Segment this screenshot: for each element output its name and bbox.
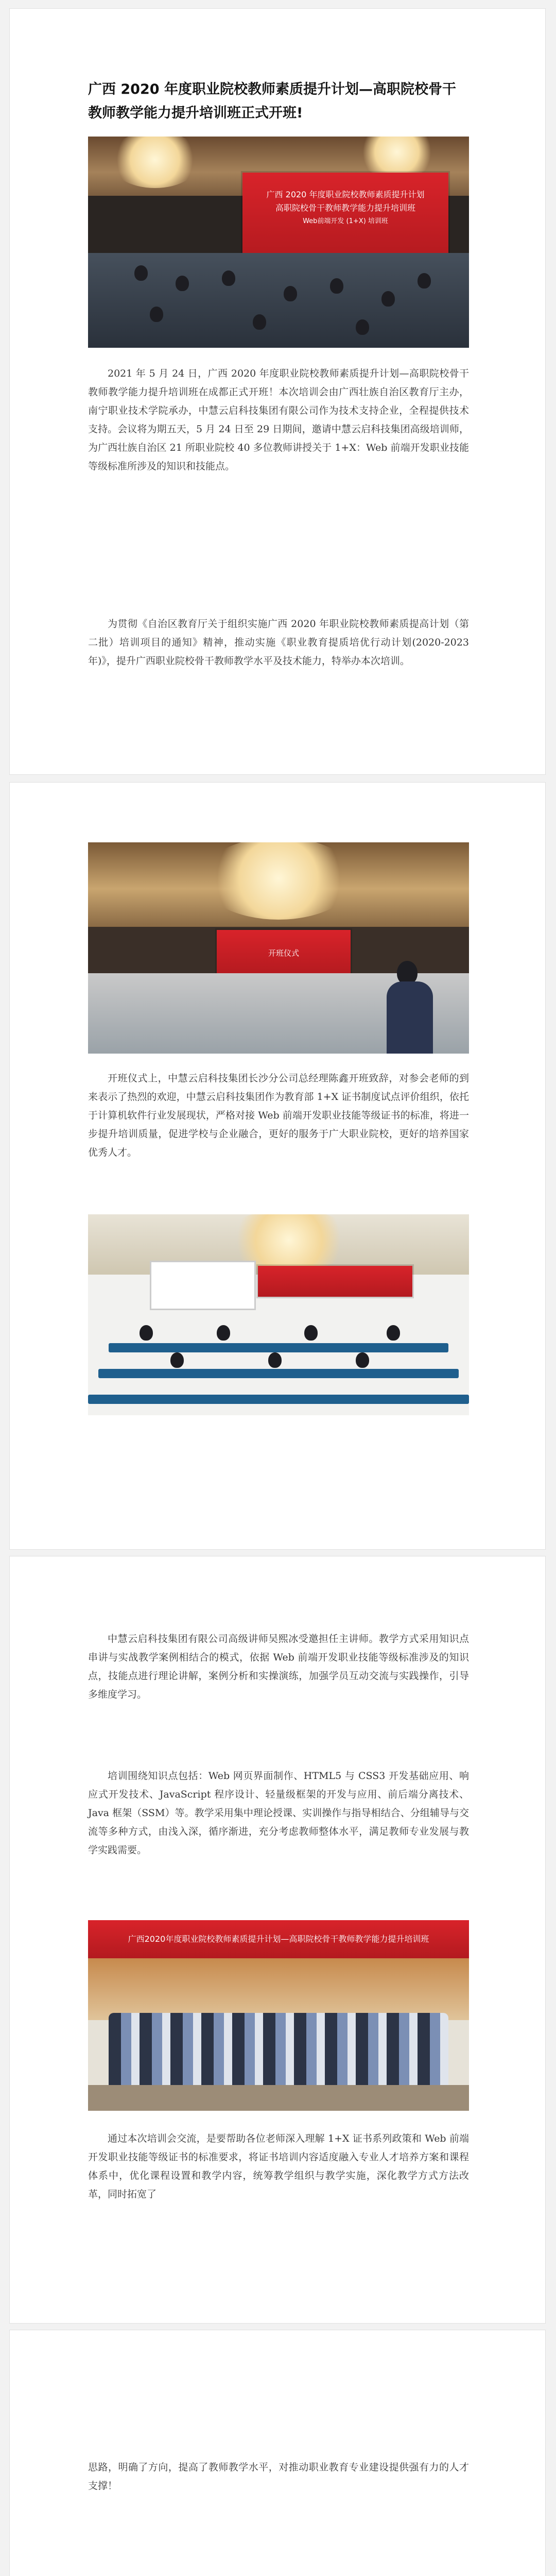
audience-head — [134, 265, 148, 281]
banner-line: 广西 2020 年度职业院校教师素质提升计划 — [266, 190, 425, 199]
article-paragraph: 思路，明确了方向，提高了教师教学水平，对推动职业教育专业建设提供强有力的人才支撑！ — [88, 2462, 469, 2492]
photo-floor — [88, 2085, 469, 2111]
article-paragraph: 2021 年 5 月 24 日，广西 2020 年度职业院校教师素质提升计划—高职院校骨干教师教学能力提升培训班在成都正式开班！本次培训会由广西壮族自治区教育厅主办，南宁职业技术学院承办，中慧云启科技集团有限公司作为技术支持企业，全程提供技术支持。会议将为期五天，5 月 24 日至 29 日期间，邀请中慧云启科技集团高级培训师，为广西壮族自治区 21 所职业院校 40 多位教师讲授关于 1+X：Web 前端开发职业技能等级标准所涉及的知识和技能点。 — [88, 368, 469, 472]
article-paragraph: 培训围绕知识点包括：Web 网页界面制作、HTML5 与 CSS3 开发基础应用、响应式开发技术、JavaScript 程序设计、轻量级框架的开发与应用、前后端分离技术、Java 框架（SSM）等。教学采用集中理论授课、实训操作与指导相结合、分组辅导与交流等多种方式，由浅入深，循序渐进，充分考虑教师整体水平，满足教师专业发展与教学实践需要。 — [88, 1770, 469, 1856]
audience-head — [176, 276, 189, 291]
audience-head — [356, 1352, 369, 1368]
article-title: 广西 2020 年度职业院校教师素质提升计划—高职院校骨干教师教学能力提升培训班正式开班! — [88, 81, 456, 121]
article-paragraph: 开班仪式上，中慧云启科技集团长沙分公司总经理陈鑫开班致辞，对参会老师的到来表示了热烈的欢迎，中慧云启科技集团作为教育部 1+X 证书制度试点评价组织，依托于计算机软件行业发展现状，严格对接 Web 前端开发职业技能等级证书的标准，将进一步提升培训质量，促进学校与企业融合，更好的服务于广大职业院校，更好的培养国家优秀人才。 — [88, 1073, 469, 1158]
photo-group — [88, 1920, 469, 2111]
photo-opening-speech — [88, 842, 469, 1054]
classroom-table — [109, 1343, 448, 1352]
audience-head — [387, 1325, 400, 1341]
banner-text: 开班仪式 — [268, 948, 299, 958]
audience-head — [253, 314, 266, 330]
photo-opening-ceremony — [88, 137, 469, 348]
article-paragraph: 为贯彻《自治区教育厅关于组织实施广西 2020 年职业院校教师素质提高计划（第二批）培训项目的通知》精神，推动实施《职业教育提质培优行动计划(2020-2023 年)》，提升广西职业院校骨干教师教学水平及技术能力，特举办本次培训。 — [88, 618, 469, 667]
article-page-3 — [9, 1556, 546, 2324]
photo-classroom — [88, 1214, 469, 1415]
audience-head — [150, 307, 163, 322]
audience-head — [381, 291, 395, 307]
group-banner — [88, 1920, 469, 1958]
article-page-1 — [9, 8, 546, 775]
article-page-4 — [9, 2330, 546, 2576]
group-people — [109, 2013, 448, 2085]
article-paragraph: 通过本次培训会交流，是要帮助各位老师深入理解 1+X 证书系列政策和 Web 前端开发职业技能等级证书的标准要求，将证书培训内容适度融入专业人才培养方案和课程体系中，优化课程设置和教学内容，统筹教学组织与教学实施，深化教学方式方法改革，同时拓宽了 — [88, 2133, 469, 2200]
classroom-table — [98, 1369, 459, 1378]
audience-head — [217, 1325, 230, 1341]
stage-banner — [217, 930, 351, 976]
audience-head — [304, 1325, 318, 1341]
classroom-table — [88, 1395, 469, 1404]
audience-head — [418, 273, 431, 289]
banner-line: Web前端开发 (1+X) 培训班 — [303, 217, 388, 225]
audience-head — [268, 1352, 282, 1368]
audience-head — [222, 270, 235, 286]
article-paragraph: 中慧云启科技集团有限公司高级讲师吴熙冰受邀担任主讲师。教学方式采用知识点串讲与实战教学案例相结合的模式，依据 Web 前端开发职业技能等级标准涉及的知识点，技能点进行理论讲解，案例分析和实操演练，加强学员互动交流与实践操作，引导多维度学习。 — [88, 1633, 469, 1700]
audience-head — [356, 319, 369, 335]
projection-screen — [150, 1261, 256, 1310]
stage-banner — [258, 1266, 412, 1297]
speaker-body — [387, 981, 433, 1054]
banner-text: 广西2020年度职业院校教师素质提升计划—高职院校骨干教师教学能力提升培训班 — [128, 1934, 429, 1944]
article-page-2 — [9, 782, 546, 1550]
audience-head — [140, 1325, 153, 1341]
audience-head — [170, 1352, 184, 1368]
audience-head — [330, 278, 343, 294]
banner-line: 高职院校骨干教师教学能力提升培训班 — [275, 203, 415, 213]
stage-banner — [242, 173, 448, 260]
photo-backdrop — [88, 1958, 469, 2020]
audience-head — [284, 286, 297, 301]
